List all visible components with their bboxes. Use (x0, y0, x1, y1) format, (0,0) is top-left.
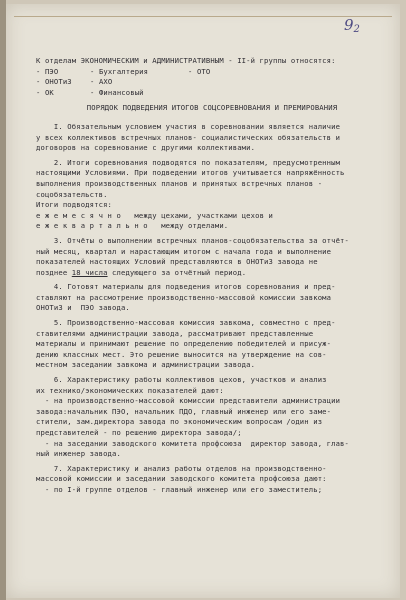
text-line: - по I-й группе отделов - главный инженер или его заместитель; (36, 484, 323, 494)
text-line: I. Обязательным условием участия в соревновании является наличие (36, 121, 341, 131)
spaced-word: е ж е к в а р т а л ь н о (36, 221, 148, 231)
paragraph-1 (36, 122, 388, 154)
text-line: Итоги подводятся: (36, 200, 113, 210)
department-row (36, 67, 388, 78)
text-line (36, 221, 388, 232)
text-line: их технико/экономических показателей дают: (36, 385, 224, 395)
text-line: дению классных мест. Это решение выносится на утверждение на сов- (36, 349, 327, 359)
document-body (36, 56, 388, 496)
text-line: 2. Итоги соревнования подводятся по показателям, предусмотренным (36, 157, 341, 167)
text-line: ОНОТиЗ и ПЭО завода. (36, 303, 130, 313)
text-line: ставителями администрации завода, рассматривают представленные (36, 328, 314, 338)
deadline-date: 18 числа (71, 267, 108, 277)
department-item: - АХО (90, 77, 113, 87)
department-item: - ОТО (188, 66, 211, 76)
text-line: соцобязательств. (36, 189, 108, 199)
text-line: настоящими Условиями. При подведении итогов учитывается напряжённость (36, 168, 345, 178)
department-list (36, 67, 388, 99)
department-row (36, 77, 388, 88)
paragraph-2 (36, 158, 388, 232)
text-fragment: между отделами. (147, 221, 229, 231)
text-line: 3. Отчёты о выполнении встречных планов-соцобязательства за отчёт- (36, 235, 349, 245)
text-line: 4. Готовят материалы для подведения итогов соревнования и пред- (36, 282, 336, 292)
text-line: ный инженер завода. (36, 449, 121, 459)
section-title: ПОРЯДОК ПОДВЕДЕНИЯ ИТОГОВ СОЦСОРЕВНОВАНИЯ И ПРЕМИРОВАНИЯ (86, 103, 338, 113)
department-item: - Финансовый (90, 87, 144, 97)
department-item: - Бухгалтерия (90, 66, 149, 76)
text-line: завода:начальник ПЭО, начальник ПДО, главный инженер или его заме- (36, 406, 332, 416)
text-line: материалы и принимают решение по определению победителей и присуж- (36, 339, 332, 349)
department-item: - ОНОТиЗ (36, 77, 72, 87)
text-line: показателей настоящих Условий представляются в ОНОТиЗ завода не (36, 257, 318, 267)
page-number-main: 9 (344, 16, 354, 34)
intro-line: К отделам ЭКОНОМИЧЕСКИМ и АДМИНИСТРАТИВНЫМ - II-й группы относятся: (36, 56, 336, 65)
page-number (344, 16, 360, 35)
text-line: выполнения производственных планов и принятых встречных планов - (36, 178, 323, 188)
department-item: - ОК (36, 87, 54, 97)
text-fragment: следующего за отчётный период. (107, 267, 247, 277)
page-number-sub: 2 (353, 24, 360, 35)
department-item: - ПЭО (36, 66, 59, 76)
paragraph-4 (36, 282, 388, 314)
department-row (36, 88, 388, 99)
text-line: 6. Характеристику работы коллективов цехов, участков и анализ (36, 375, 327, 385)
text-fragment: позднее (36, 267, 72, 277)
top-rule (14, 16, 392, 17)
text-line: представителей - по решению директора завода/; (36, 428, 242, 437)
spaced-word: е ж е м е с я ч н о (36, 210, 121, 220)
text-line: стители, зам.директора завода по экономическим вопросам /один из (36, 417, 323, 427)
text-line: 7. Характеристику и анализ работы отделов на производственно- (36, 463, 327, 473)
paragraph-7 (36, 464, 388, 496)
text-line: массовой комиссии и заседании заводского комитета профсоюза дают: (36, 474, 327, 484)
text-line: договоров на соревнование с другими коллективами. (36, 143, 256, 153)
text-line (36, 211, 388, 222)
text-line: 5. Производственно-массовая комиссия завкома, совместно с пред- (36, 318, 336, 328)
paragraph-6 (36, 375, 388, 460)
text-line: у всех коллективов встречных планов- социалистических обязательств и (36, 132, 341, 142)
text-line: ставляют на рассмотрение производственно-массовой комиссии завкома (36, 292, 332, 302)
text-fragment: между цехами, участками цехов и (120, 210, 273, 220)
text-line: местном заседании завкома и администрации завода. (36, 360, 256, 370)
text-line (36, 268, 388, 279)
text-line: ный месяц, квартал и нарастающим итогом с начала года и выполнение (36, 246, 332, 256)
document-page (6, 4, 400, 598)
text-line: - на производственно-массовой комиссии представители администрации (36, 396, 341, 406)
text-line: - на заседании заводского комитета профсоюза директор завода, глав- (36, 438, 349, 448)
paragraph-5 (36, 318, 388, 371)
paragraph-3 (36, 236, 388, 278)
